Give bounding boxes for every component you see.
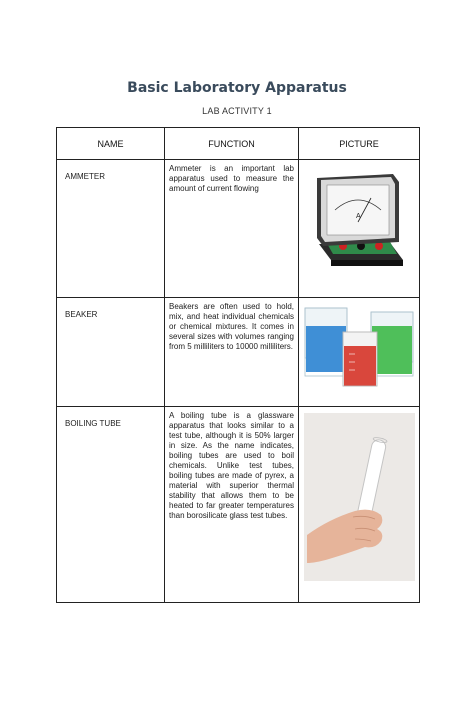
table-row: [57, 298, 420, 407]
beakers-image: [299, 298, 420, 394]
page-subtitle: LAB ACTIVITY 1: [202, 106, 272, 116]
apparatus-name: BEAKER: [57, 298, 165, 407]
apparatus-name: BOILING TUBE: [57, 407, 165, 603]
apparatus-picture-cell: [299, 160, 420, 298]
apparatus-function: A boiling tube is a glassware apparatus that looks similar to a test tube, although it is 50% larger in size. As the name indicates, boiling tubes are used to boil chemicals. Unlike test tubes, boiling tubes are made of pyrex, a material with superior thermal stability that allows them to be heated to far greater temperatures than borosilicate glass test tubes.: [165, 407, 299, 603]
apparatus-table: [56, 127, 420, 603]
boiling-tube-image: [299, 407, 420, 590]
apparatus-function: Ammeter is an important lab apparatus used to measure the amount of current flowing: [165, 160, 299, 298]
apparatus-picture-cell: [299, 407, 420, 603]
table-header-row: [57, 128, 420, 160]
header-picture: PICTURE: [299, 128, 420, 160]
page-title: Basic Laboratory Apparatus: [127, 80, 347, 96]
apparatus-picture-cell: [299, 298, 420, 407]
table-row: [57, 407, 420, 603]
header-name: NAME: [57, 128, 165, 160]
ammeter-image: [299, 160, 420, 285]
apparatus-function: Beakers are often used to hold, mix, and heat individual chemicals or chemical mixtures. It comes in several sizes with volumes ranging from 5 milliliters to 10000 milliliters.: [165, 298, 299, 407]
table-row: [57, 160, 420, 298]
svg-text:A: A: [356, 213, 361, 220]
header-function: FUNCTION: [165, 128, 299, 160]
apparatus-name: AMMETER: [57, 160, 165, 298]
